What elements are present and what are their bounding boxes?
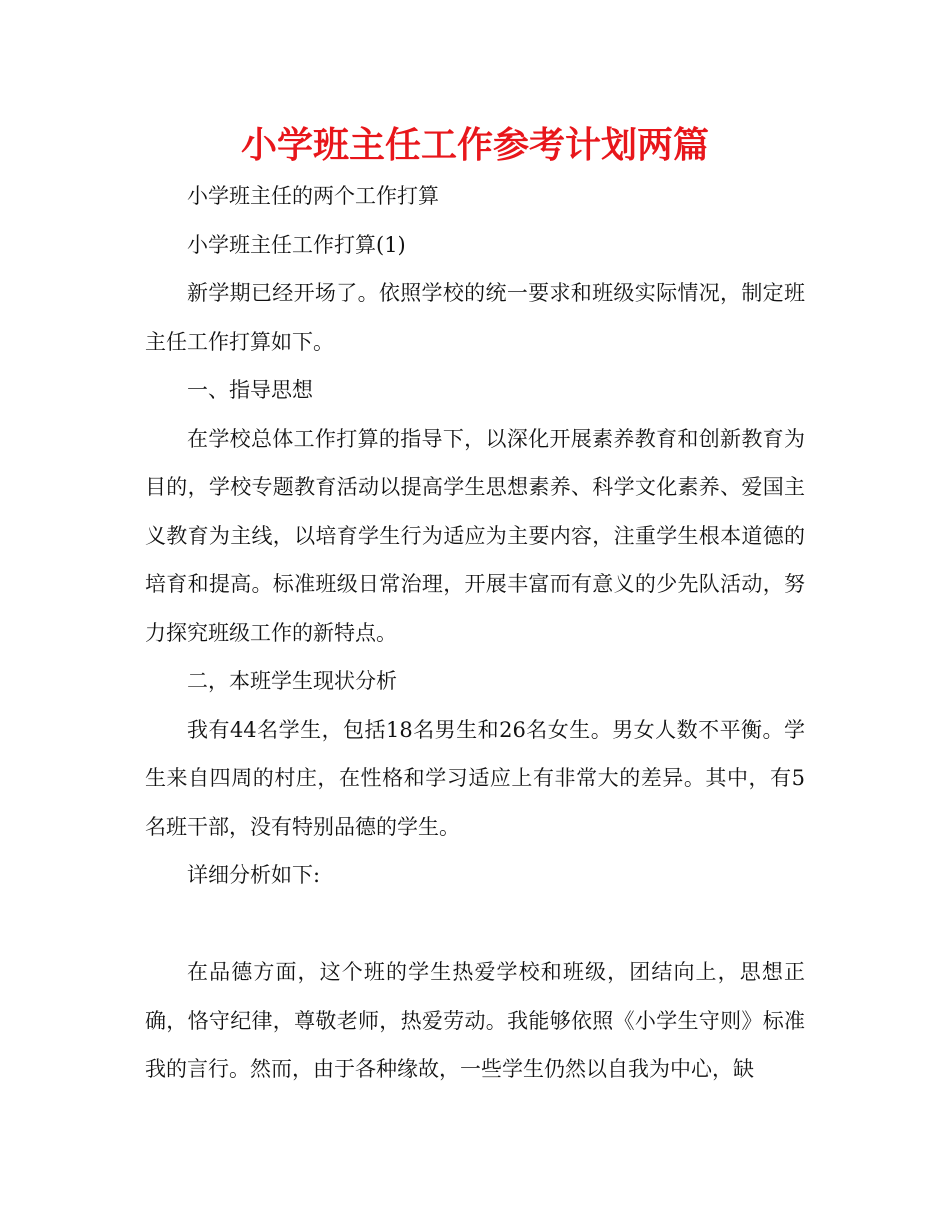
document-title: 小学班主任工作参考计划两篇 (240, 125, 709, 166)
paragraph-subtitle: 小学班主任的两个工作打算 (187, 184, 439, 208)
document-body (145, 172, 805, 1094)
paragraph-moral-analysis: 在品德方面，这个班的学生热爱学校和班级，团结向上，思想正确，恪守纪律，尊敬老师，热爱劳动。我能够依照《小学生守则》标准我的言行。然而，由于各种缘故，一些学生仍然以自我为中心，缺 (145, 960, 805, 1081)
heading-guiding-thought: 一、指导思想 (187, 378, 313, 402)
paragraph-guiding-thought: 在学校总体工作打算的指导下，以深化开展素养教育和创新教育为目的，学校专题教育活动以提高学生思想素养、科学文化素养、爱国主义教育为主线，以培育学生行为适应为主要内容，注重学生根本道德的培育和提高。标准班级日常治理，开展丰富而有意义的少先队活动，努力探究班级工作的新特点。 (145, 426, 805, 645)
paragraph-section-label: 小学班主任工作打算(1) (187, 232, 406, 257)
paragraph-intro: 新学期已经开场了。依照学校的统一要求和班级实际情况，制定班主任工作打算如下。 (145, 281, 805, 354)
blank-line (145, 900, 805, 949)
paragraph-detail-intro: 详细分析如下: (187, 863, 321, 887)
paragraph-class-analysis: 我有44名学生，包括18名男生和26名女生。男女人数不平衡。学生来自四周的村庄，在性格和学习适应上有非常大的差异。其中，有5名班干部，没有特别品德的学生。 (145, 717, 805, 839)
heading-class-analysis: 二，本班学生现状分析 (187, 669, 397, 693)
